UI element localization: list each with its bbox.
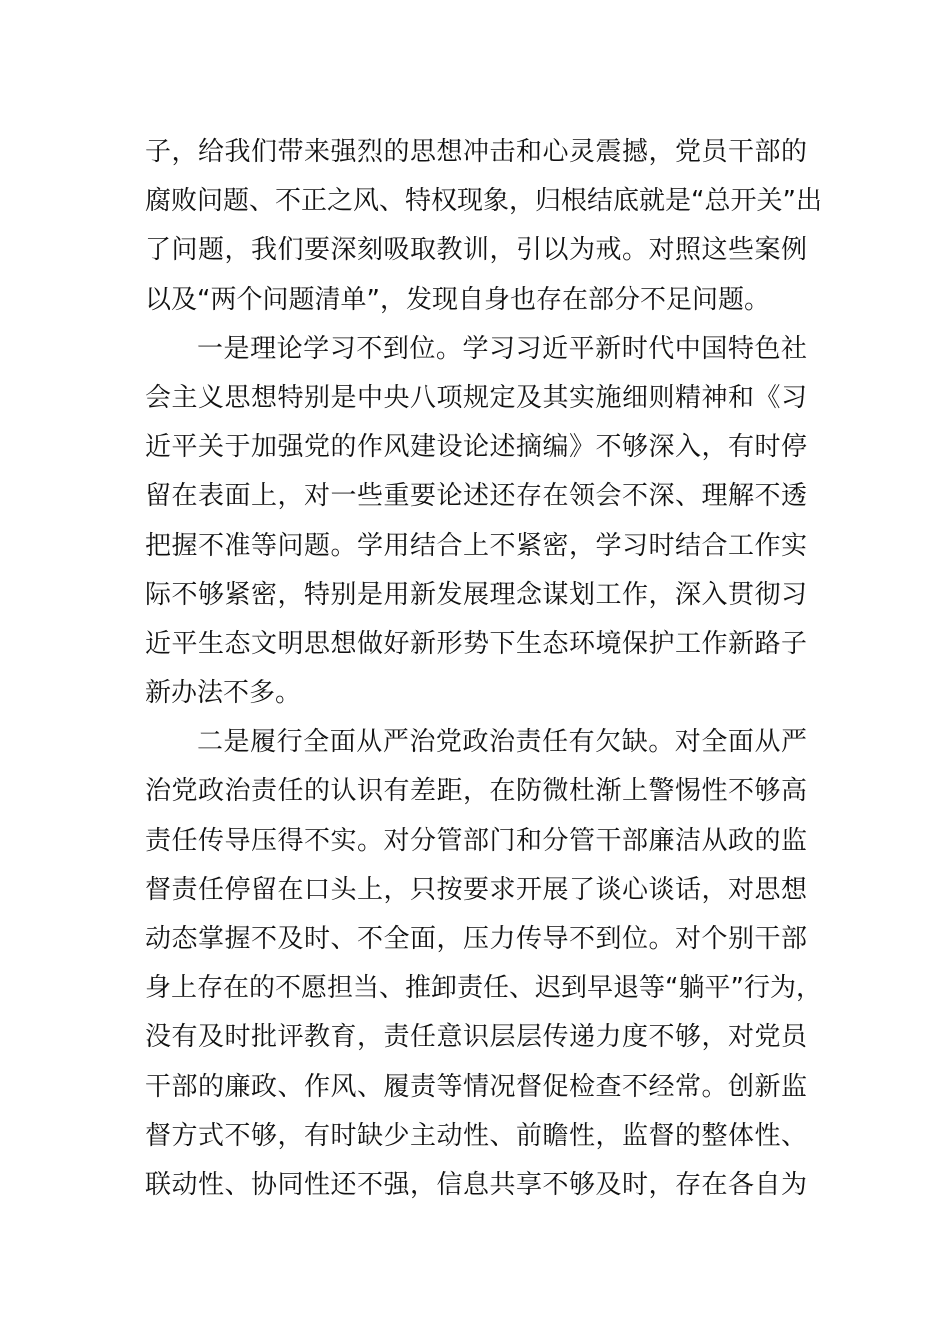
text-line: 二是履行全面从严治党政治责任有欠缺。对全面从严 (197, 727, 807, 758)
text-line: 督责任停留在口头上，只按要求开展了谈心谈话，对思想 (145, 874, 807, 905)
text-line: 把握不准等问题。学用结合上不紧密，学习时结合工作实 (145, 530, 807, 561)
text-line: 新办法不多。 (145, 678, 302, 709)
text-line: 了问题，我们要深刻吸取教训，引以为戒。对照这些案例 (145, 235, 807, 266)
text-line: 责任传导压得不实。对分管部门和分管干部廉洁从政的监 (145, 825, 807, 856)
text-line: 干部的廉政、作风、履责等情况督促检查不经常。创新监 (145, 1071, 807, 1102)
text-line: 际不够紧密，特别是用新发展理念谋划工作，深入贯彻习 (145, 579, 807, 610)
text-line: 子，给我们带来强烈的思想冲击和心灵震撼，党员干部的 (145, 137, 807, 167)
text-line: 会主义思想特别是中央八项规定及其实施细则精神和《习 (145, 382, 807, 413)
text-line: 身上存在的不愿担当、推卸责任、迟到早退等“躺平”行为， (145, 973, 822, 1004)
text-line: 近平生态文明思想做好新形势下生态环境保护工作新路子 (145, 628, 807, 659)
text-line: 一是理论学习不到位。学习习近平新时代中国特色社 (197, 333, 807, 364)
body-text (145, 128, 822, 1210)
text-line: 动态掌握不及时、不全面，压力传导不到位。对个别干部 (145, 924, 807, 954)
text-line: 留在表面上，对一些重要论述还存在领会不深、理解不透 (145, 481, 807, 512)
text-line: 腐败问题、不正之风、特权现象，归根结底就是“总开关”出 (145, 186, 822, 217)
text-line: 近平关于加强党的作风建设论述摘编》不够深入，有时停 (145, 432, 807, 463)
text-line: 联动性、协同性还不强，信息共享不够及时，存在各自为 (145, 1169, 807, 1200)
text-line: 没有及时批评教育，责任意识层层传递力度不够，对党员 (145, 1022, 807, 1053)
text-line: 以及“两个问题清单”，发现自身也存在部分不足问题。 (145, 284, 770, 315)
text-line: 治党政治责任的认识有差距，在防微杜渐上警惕性不够高 (145, 776, 807, 807)
text-line: 督方式不够，有时缺少主动性、前瞻性，监督的整体性、 (145, 1120, 807, 1151)
